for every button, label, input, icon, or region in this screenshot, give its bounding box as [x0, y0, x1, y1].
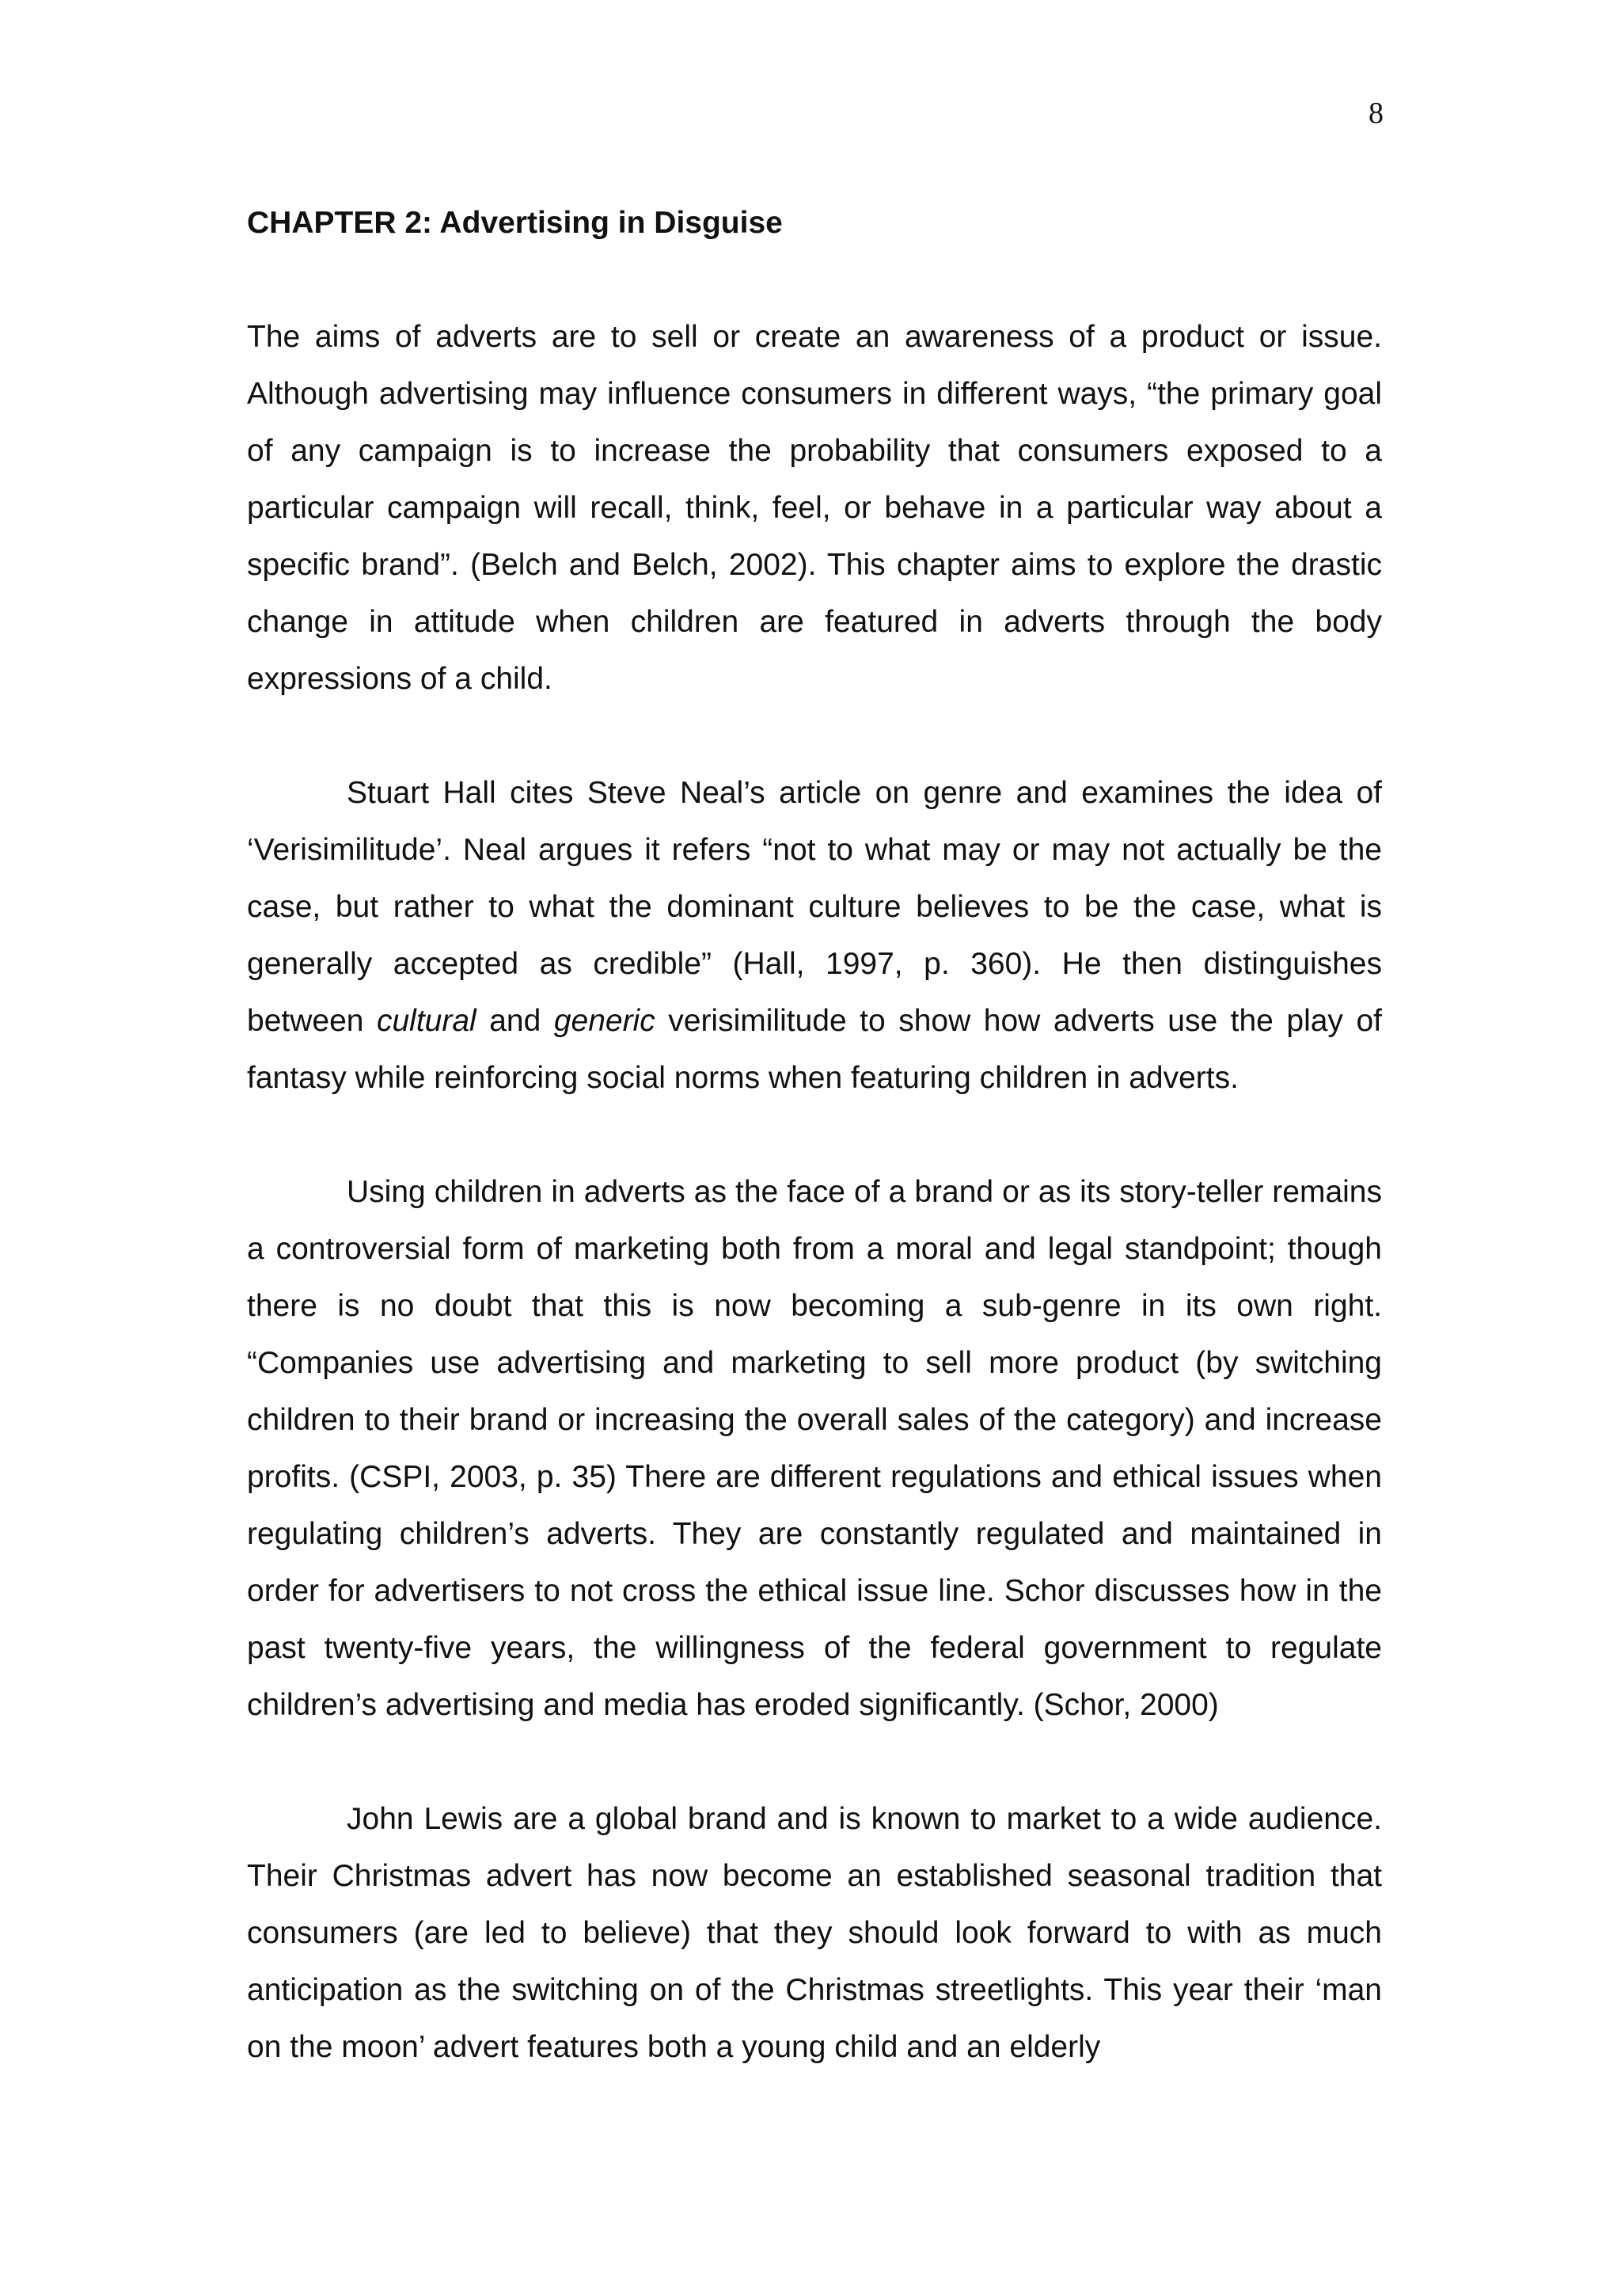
paragraph-text: Stuart Hall cites Steve Neal’s article on genre and examines the idea of ‘Verisimilitude’. Neal argues it refers “not to what may or may not actually be the case, but rather to what the dominant culture believes to be the case, what is generally accepted as credible” (Hall, 1997, p. 360). He then distinguishes between — [247, 776, 1382, 1038]
paragraph-children-advertising: Using children in adverts as the face of a brand or as its story-teller remains a controversial form of marketing both from a moral and legal standpoint; though there is no doubt that this is now becoming a sub-genre in its own right. “Companies use advertising and marketing to sell more product (by switching children to their brand or increasing the overall sales of the category) and increase profits. (CSPI, 2003, p. 35) There are different regulations and ethical issues when regulating children’s adverts. They are constantly regulated and maintained in order for advertisers to not cross the ethical issue line. Schor discusses how in the past twenty-five years, the willingness of the federal government to regulate children’s advertising and media has eroded significantly. (Schor, 2000) — [247, 1175, 1382, 1722]
document-body — [247, 195, 1382, 2076]
paragraph-intro: The aims of adverts are to sell or create an awareness of a product or issue. Although advertising may influence consumers in different ways, “the primary goal of any campaign is to increase the probability that consumers exposed to a particular campaign will recall, think, feel, or behave in a particular way about a specific brand”. (Belch and Belch, 2002). This chapter aims to explore the drastic change in attitude when children are featured in adverts through the body expressions of a child. — [247, 320, 1382, 696]
italic-term-cultural: cultural — [376, 1004, 476, 1038]
paragraph-text: verisimilitude to show how adverts use the play of fantasy while reinforcing social norms when featuring children in adverts. — [247, 1004, 1382, 1095]
chapter-title: CHAPTER 2: Advertising in Disguise — [247, 206, 783, 240]
italic-term-generic: generic — [553, 1004, 655, 1038]
paragraph-text: and — [476, 1004, 554, 1038]
paragraph-john-lewis: John Lewis are a global brand and is known to market to a wide audience. Their Christmas advert has now become an established seasonal tradition that consumers (are led to believe) that they should look forward to with as much anticipation as the switching on of the Christmas streetlights. This year their ‘man on the moon’ advert features both a young child and an elderly — [247, 1802, 1382, 2064]
page-number: 8 — [1369, 97, 1384, 130]
paragraph-verisimilitude — [247, 765, 1382, 1107]
